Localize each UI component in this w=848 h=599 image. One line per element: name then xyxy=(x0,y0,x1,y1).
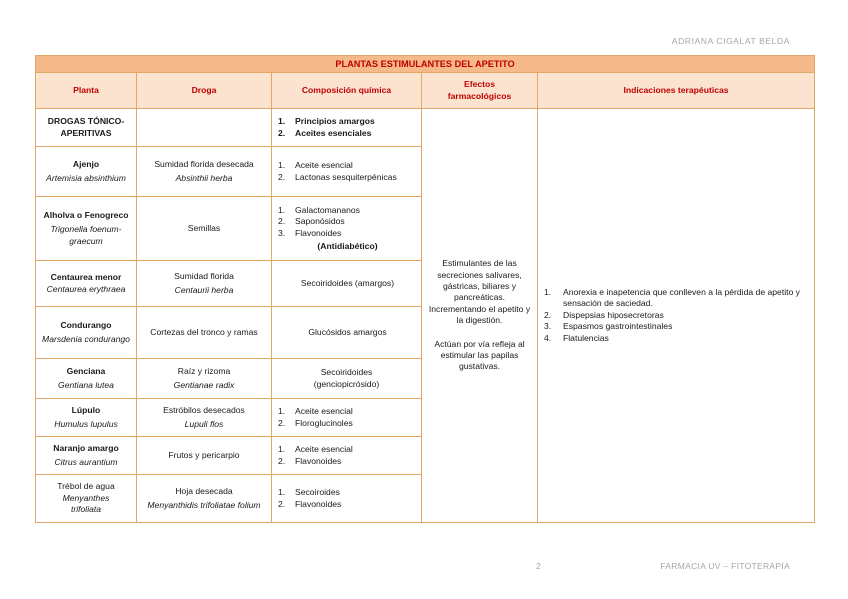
drug-cell xyxy=(137,437,272,475)
plant-cell xyxy=(36,437,137,475)
drug-cell xyxy=(137,399,272,437)
plant-name: Ajenjo xyxy=(72,158,100,169)
appetite-plants-table xyxy=(35,55,815,523)
drug-name: Cortezas del tronco y ramas xyxy=(150,326,258,337)
drug-cell xyxy=(137,359,272,399)
plant-latin-name: Humulus lupulus xyxy=(54,419,118,429)
group-label: DROGAS TÓNICO-APERITIVAS xyxy=(47,116,125,138)
plant-name: Lúpulo xyxy=(71,404,101,415)
drug-cell xyxy=(137,261,272,307)
drug-name: Estróbilos desecados xyxy=(163,404,245,415)
plant-name: Naranjo amargo xyxy=(53,442,119,453)
plant-latin-name: Artemisia absinthium xyxy=(46,173,126,183)
composition-list xyxy=(278,116,417,139)
list-item: 1. Galactomananos xyxy=(278,204,360,215)
drug-name: Raíz y rizoma xyxy=(177,365,231,376)
plant-name: Trébol de agua xyxy=(57,481,115,492)
list-item: 2. Dispepsias hiposecretoras xyxy=(544,309,664,320)
column-header-droga: Droga xyxy=(137,73,272,109)
composition-list xyxy=(278,205,417,239)
list-item: 1. Aceite esencial xyxy=(278,160,353,171)
composition-cell xyxy=(272,475,422,523)
plant-name: Alholva o Fenogreco xyxy=(43,209,129,220)
drug-name: Semillas xyxy=(187,222,221,233)
drug-cell xyxy=(137,197,272,261)
drug-cell xyxy=(137,307,272,359)
plant-cell xyxy=(36,147,137,197)
plant-latin-name: Gentiana lutea xyxy=(58,380,114,390)
composition-note: (Antidiabético) xyxy=(317,240,378,251)
composition-cell: Secoiridoides (genciopicrósido) xyxy=(272,359,422,399)
drug-latin-name: Menyanthidis trifoliatae folium xyxy=(147,499,261,510)
list-item: 3. Flavonoides xyxy=(278,227,342,238)
list-item: 2. Saponósidos xyxy=(278,216,345,227)
plant-latin-name: Marsdenia condurango xyxy=(42,334,130,344)
footer-page-number: 2 xyxy=(536,561,541,571)
composition-list xyxy=(278,160,417,183)
list-item: 1. Principios amargos xyxy=(278,116,375,127)
plant-cell xyxy=(36,359,137,399)
composition-cell xyxy=(272,437,422,475)
column-header-planta: Planta xyxy=(36,73,137,109)
group-label-cell xyxy=(36,109,137,147)
column-header-composicion: Composición química xyxy=(272,73,422,109)
list-item: 2. Aceites esenciales xyxy=(278,127,372,138)
composition-cell xyxy=(272,147,422,197)
composition-cell: Secoiridoides (amargos) xyxy=(272,261,422,307)
footer-course: FARMACIA UV – FITOTERAPIA xyxy=(660,561,790,571)
drug-name: Frutos y pericarpio xyxy=(168,449,240,460)
list-item: 1. Secoiroides xyxy=(278,487,340,498)
plant-cell xyxy=(36,399,137,437)
list-item: 2. Flavonoides xyxy=(278,498,342,509)
effects-text: Actúan por vía refleja al estimular las papilas gustativas. xyxy=(434,338,525,372)
drug-latin-name: Absinthii herba xyxy=(175,173,233,183)
drug-name: Sumidad florida xyxy=(174,270,234,281)
plant-latin-name: Citrus aurantium xyxy=(54,457,118,467)
drug-name: Hoja desecada xyxy=(175,486,233,497)
list-item: 3. Espasmos gastrointestinales xyxy=(544,321,673,332)
plant-cell xyxy=(36,197,137,261)
list-item: 2. Lactonas sesquiterpénicas xyxy=(278,171,397,182)
empty-drug-cell xyxy=(137,109,272,147)
table-title: PLANTAS ESTIMULANTES DEL APETITO xyxy=(36,56,815,73)
list-item: 1. Anorexia e inapetencia que conlleven a la pérdida de apetito y sensación de saciedad. xyxy=(544,287,800,309)
composition-cell xyxy=(272,399,422,437)
composition-list xyxy=(278,406,417,429)
drug-latin-name: Gentianae radix xyxy=(173,380,235,390)
drug-latin-name: Lupuli flos xyxy=(184,419,224,429)
list-item: 1. Aceite esencial xyxy=(278,406,353,417)
drug-latin-name: Centaurii herba xyxy=(174,285,234,295)
composition-list xyxy=(278,444,417,467)
drug-cell xyxy=(137,475,272,523)
plant-cell xyxy=(36,307,137,359)
plant-name: Centaurea menor xyxy=(50,271,122,282)
indications-list xyxy=(544,287,808,344)
plant-latin-name: Menyanthes trifoliata xyxy=(62,492,110,515)
composition-list xyxy=(278,487,417,510)
list-item: 2. Flavonoides xyxy=(278,455,342,466)
column-header-efectos: Efectos farmacológicos xyxy=(422,73,538,109)
drug-cell xyxy=(137,147,272,197)
plant-name: Condurango xyxy=(60,319,112,330)
plant-cell xyxy=(36,261,137,307)
column-header-indicaciones: Indicaciones terapéuticas xyxy=(538,73,815,109)
composition-cell xyxy=(272,109,422,147)
composition-cell xyxy=(272,197,422,261)
plant-cell xyxy=(36,475,137,523)
table-row xyxy=(36,109,815,147)
plant-latin-name: Centaurea erythraea xyxy=(46,284,126,294)
effects-text: Estimulantes de las secreciones salivares, gástricas, biliares y pancreáticas. Incrementando el apetito y la digestión. xyxy=(428,258,531,326)
list-item: 1. Aceite esencial xyxy=(278,444,353,455)
header-author: ADRIANA CIGALAT BELDA xyxy=(671,36,790,46)
plant-latin-name: Trigonella foenum-graecum xyxy=(50,224,122,246)
list-item: 2. Floroglucinoles xyxy=(278,417,353,428)
composition-cell: Glucósidos amargos xyxy=(272,307,422,359)
effects-cell xyxy=(422,109,538,523)
plant-name: Genciana xyxy=(66,365,106,376)
drug-name: Sumidad florida desecada xyxy=(154,158,254,169)
list-item: 4. Flatulencias xyxy=(544,332,609,343)
indications-cell xyxy=(538,109,815,523)
